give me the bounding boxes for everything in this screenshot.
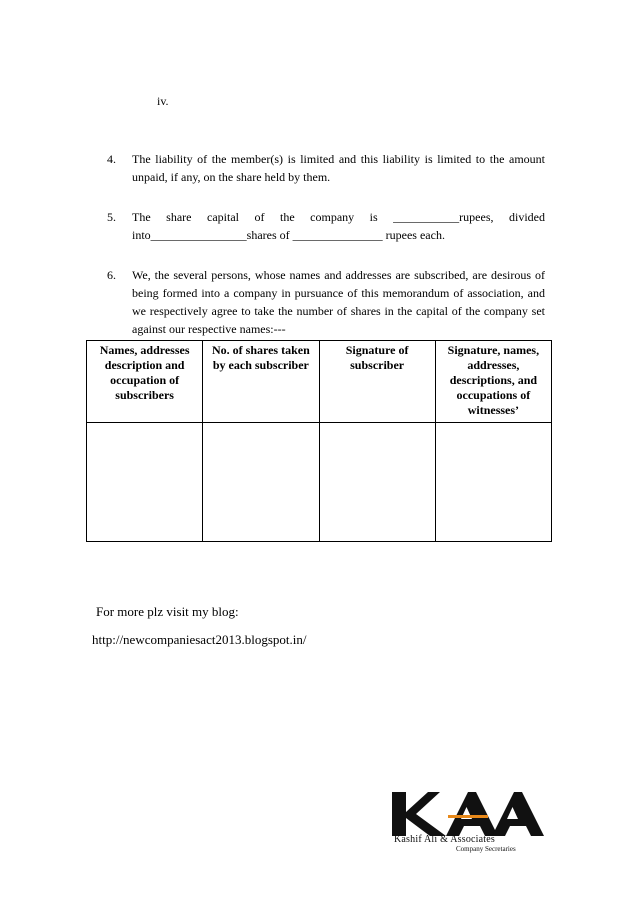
clause-number: 6. <box>107 268 116 282</box>
table-cell <box>203 423 319 542</box>
item-roman-numeral: iv. <box>157 94 169 108</box>
clause-text: We, the several persons, whose names and addresses are subscribed, are desirous of being formed into a company in pursuance of this memorandum of association, and we respectively agree to take the number of shares in the capital of the company set against our respective names:--- <box>132 268 545 336</box>
header-signature: Signature of subscriber <box>319 341 435 423</box>
table-header-row <box>87 341 552 423</box>
table-row <box>87 423 552 542</box>
header-names: Names, addresses description and occupation of subscribers <box>87 341 203 423</box>
clause-number: 5. <box>107 210 116 224</box>
clause-number: 4. <box>107 152 116 166</box>
table-cell <box>435 423 551 542</box>
clause-text-line-1: The share capital of the company is ___________rupees, divided <box>132 210 545 224</box>
subscribers-table <box>86 340 552 542</box>
clause-6 <box>107 266 545 338</box>
header-shares: No. of shares taken by each subscriber <box>203 341 319 423</box>
clause-5 <box>107 208 545 244</box>
clause-text: The liability of the member(s) is limited and this liability is limited to the amount unpaid, if any, on the share held by them. <box>132 152 545 184</box>
clause-text-line-2: into________________shares of _______________ rupees each. <box>132 228 445 242</box>
clause-4 <box>107 150 545 186</box>
header-witnesses: Signature, names, addresses, descriptions, and occupations of witnesses’ <box>435 341 551 423</box>
logo-company-name: Kashif Ali & Associates <box>394 834 495 845</box>
footer-blog-url[interactable]: http://newcompaniesact2013.blogspot.in/ <box>92 632 307 647</box>
footer-more-text: For more plz visit my blog: <box>96 604 239 619</box>
clause-text-block <box>132 208 545 244</box>
logo-tagline: Company Secretaries <box>456 845 516 853</box>
table-cell <box>319 423 435 542</box>
table-cell <box>87 423 203 542</box>
